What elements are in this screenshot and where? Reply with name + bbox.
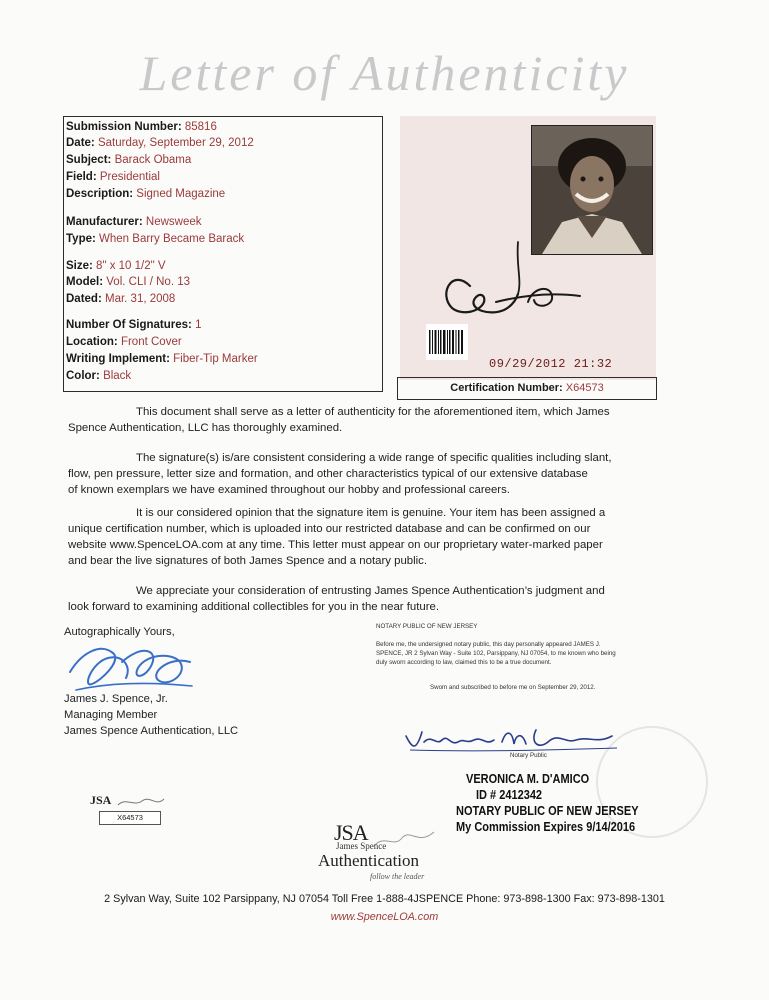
field-row: Field: Presidential bbox=[66, 171, 160, 183]
certification-label: Certification Number: bbox=[450, 382, 563, 394]
subject-value: Barack Obama bbox=[114, 154, 192, 166]
sticker-number: X64573 bbox=[99, 811, 161, 825]
paragraph-4-line-2: look forward to examining additional collectibles for you in the near future. bbox=[68, 601, 440, 613]
color-value: Black bbox=[103, 370, 132, 382]
document-title: Letter of Authenticity bbox=[139, 45, 630, 101]
notary-sworn-text: Swom and subscribed to before me on September 29, 2012. bbox=[430, 684, 596, 691]
paragraph-1-line-2: Spence Authentication, LLC has thoroughly examined. bbox=[68, 422, 343, 434]
paragraph-2-line-2: flow, pen pressure, letter size and formation, and other characteristics typical of our extensive database bbox=[68, 468, 588, 480]
paragraph-3-line-3: website www.SpenceLOA.com at any time. This letter must appear on our proprietary water-marked paper bbox=[68, 539, 603, 551]
logo-tagline: follow the leader bbox=[370, 872, 425, 881]
signatures-row: Number Of Signatures: 1 bbox=[66, 319, 202, 331]
notary-stamp-commission: My Commission Expires 9/14/2016 bbox=[456, 820, 636, 834]
color-row: Color: Black bbox=[66, 370, 132, 382]
notary-heading: NOTARY PUBLIC OF NEW JERSEY bbox=[376, 623, 478, 630]
implement-row: Writing Implement: Fiber-Tip Marker bbox=[66, 353, 258, 365]
notary-stamp-state: NOTARY PUBLIC OF NEW JERSEY bbox=[456, 804, 639, 818]
type-row: Type: When Barry Became Barack bbox=[66, 233, 245, 245]
signatures-value: 1 bbox=[195, 319, 202, 331]
sticker-brand: JSA bbox=[90, 793, 112, 807]
description-row: Description: Signed Magazine bbox=[66, 188, 226, 200]
paragraph-3-line-1: It is our considered opinion that the signature item is genuine. Your item has been assigned a bbox=[136, 507, 606, 519]
paragraph-3-line-4: and bear the live signatures of both James Spence and a notary public. bbox=[68, 555, 428, 567]
manufacturer-row: Manufacturer: Newsweek bbox=[66, 216, 202, 228]
closing-salutation: Autographically Yours, bbox=[64, 626, 175, 638]
notary-text-line-1: Before me, the undersigned notary public, this day personally appeared JAMES J. bbox=[376, 641, 601, 648]
manufacturer-value: Newsweek bbox=[145, 216, 202, 228]
submission-row: Submission Number: 85816 bbox=[66, 121, 217, 133]
paragraph-4-line-1: We appreciate your consideration of entrusting James Spence Authentication’s judgment and bbox=[136, 585, 605, 597]
logo-authentication: Authentication bbox=[318, 851, 420, 870]
footer-website[interactable]: www.SpenceLOA.com bbox=[330, 911, 439, 923]
description-value: Signed Magazine bbox=[136, 188, 226, 200]
location-row: Location: Front Cover bbox=[66, 336, 182, 348]
spence-signature bbox=[62, 632, 202, 696]
date-value: Saturday, September 29, 2012 bbox=[97, 137, 254, 149]
dated-value: Mar. 31, 2008 bbox=[104, 293, 176, 305]
implement-value: Fiber-Tip Marker bbox=[173, 353, 258, 365]
type-value: When Barry Became Barack bbox=[99, 233, 245, 245]
notary-text-line-2: SPENCE, JR 2 Sylvan Way - Suite 102, Parsippany, NJ 07054, to me known who being bbox=[376, 650, 616, 657]
paragraph-2-line-1: The signature(s) is/are consistent considering a wide range of specific qualities including slant, bbox=[136, 452, 612, 464]
size-value: 8" x 10 1/2" V bbox=[96, 260, 166, 272]
signer-company: James Spence Authentication, LLC bbox=[64, 725, 239, 737]
paragraph-2-line-3: of known exemplars we have examined throughout our hobby and professional careers. bbox=[68, 484, 510, 496]
paragraph-1-line-1: This document shall serve as a letter of authenticity for the aforementioned item, which James bbox=[136, 406, 610, 418]
notary-stamp-name: VERONICA M. D'AMICO bbox=[466, 772, 590, 786]
location-value: Front Cover bbox=[120, 336, 182, 348]
date-row: Date: Saturday, September 29, 2012 bbox=[66, 137, 254, 149]
item-photo bbox=[400, 116, 656, 380]
size-row: Size: 8" x 10 1/2" V bbox=[66, 260, 166, 272]
sticker-signature bbox=[116, 795, 166, 809]
dated-row: Dated: Mar. 31, 2008 bbox=[66, 293, 176, 305]
paragraph-3-line-2: unique certification number, which is uploaded into our restricted database and can be confirmed on our bbox=[68, 523, 591, 535]
subject-row: Subject: Barack Obama bbox=[66, 154, 192, 166]
signer-name: James J. Spence, Jr. bbox=[64, 693, 168, 705]
certification-box bbox=[397, 377, 657, 400]
model-row: Model: Vol. CLI / No. 13 bbox=[66, 276, 191, 288]
notary-stamp-id: ID # 2412342 bbox=[476, 788, 543, 802]
barcode-icon bbox=[426, 324, 468, 360]
footer-address: 2 Sylvan Way, Suite 102 Parsippany, NJ 07054 Toll Free 1-888-4JSPENCE Phone: 973-898-1300 Fax: 973-898-1301 bbox=[104, 893, 665, 905]
logo-james-spence: James Spence bbox=[336, 841, 387, 851]
certification-number: X64573 bbox=[565, 382, 604, 394]
logo-jsa: JSA bbox=[334, 820, 368, 845]
notary-public-label: Notary Public bbox=[510, 752, 547, 759]
signer-role: Managing Member bbox=[64, 709, 158, 721]
model-value: Vol. CLI / No. 13 bbox=[106, 276, 191, 288]
submission-number: 85816 bbox=[184, 121, 217, 133]
notary-text-line-3: duly sworn according to law, claimed this to be a true document. bbox=[376, 659, 552, 666]
field-value: Presidential bbox=[99, 171, 160, 183]
photo-datestamp: 09/29/2012 21:32 bbox=[489, 357, 613, 371]
